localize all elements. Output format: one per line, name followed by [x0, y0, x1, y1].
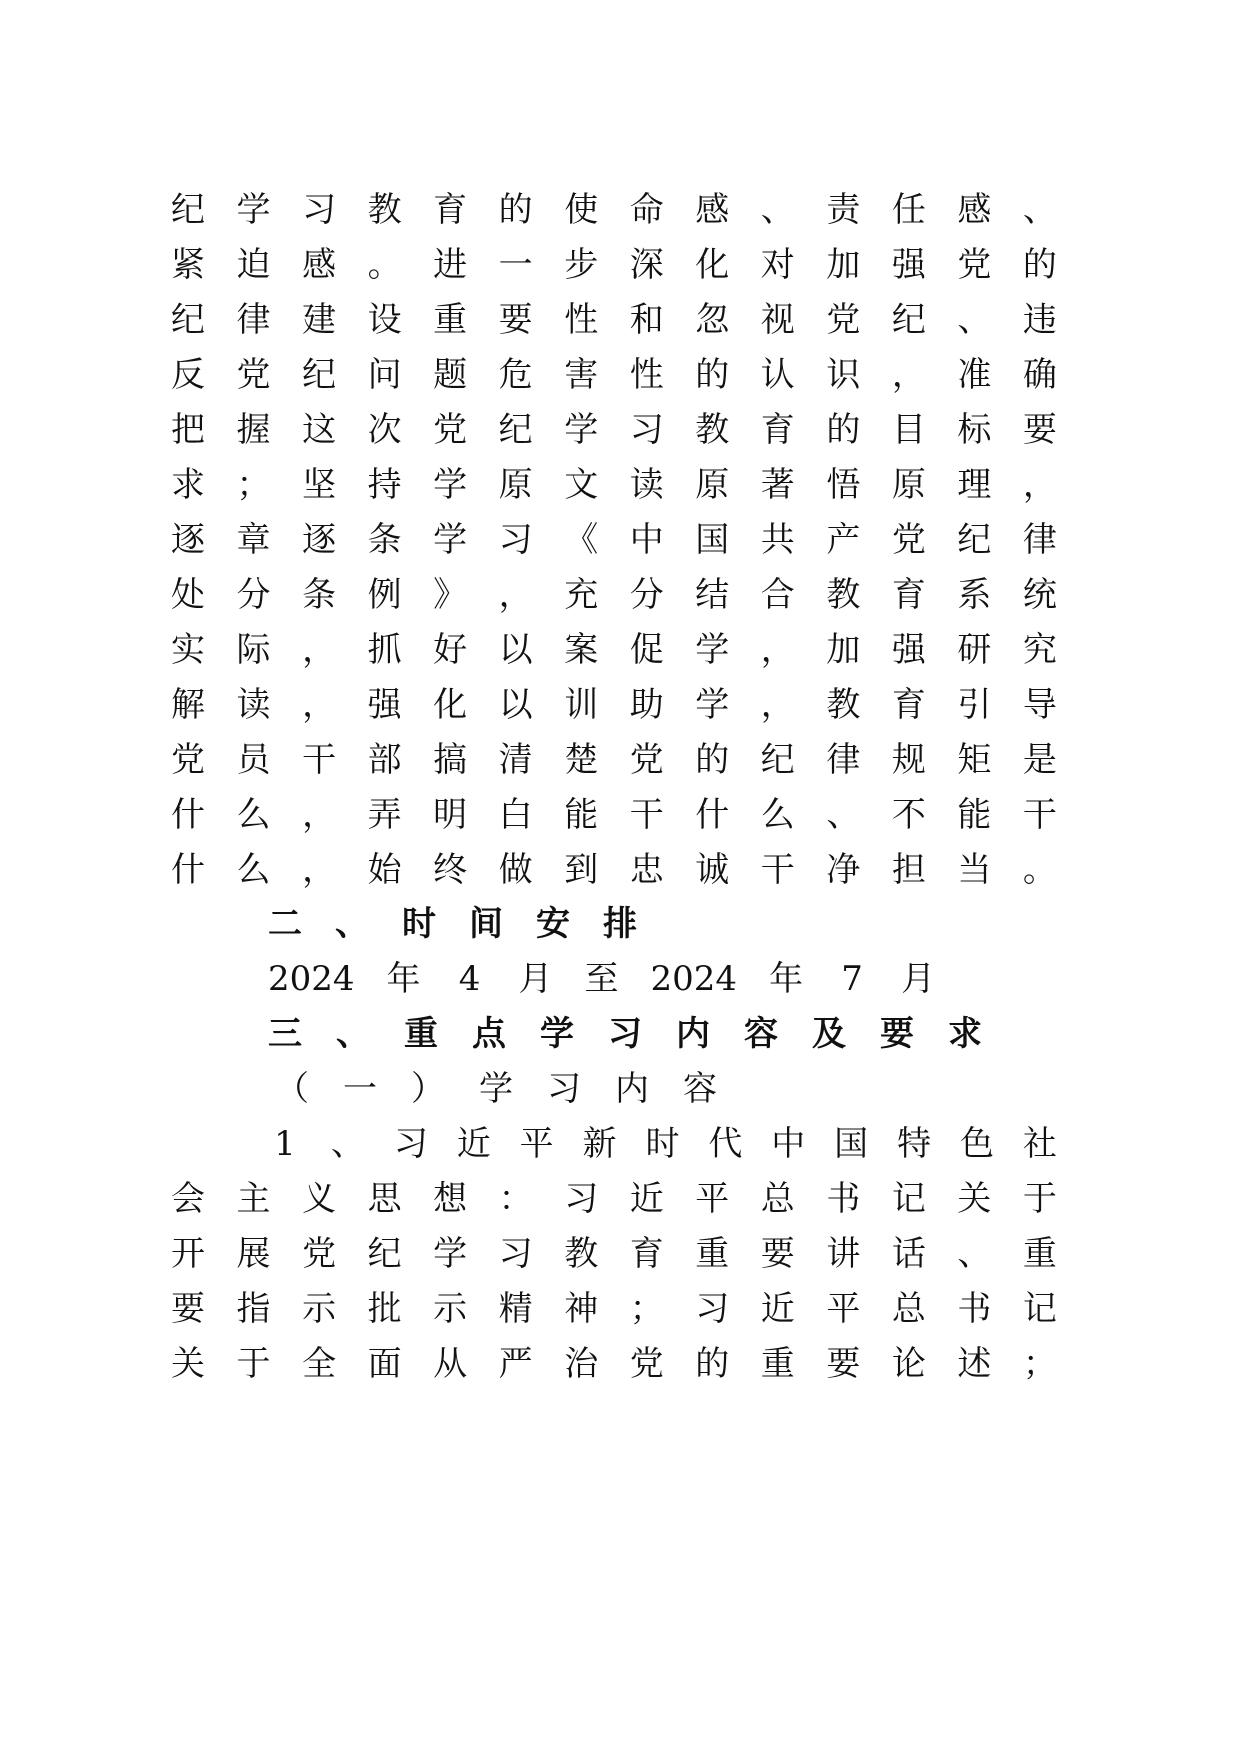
body-line: 什 么 ， 始 终 做 到 忠 诚 干 净 担 当 。 [171, 850, 1057, 890]
body-line: 纪 律 建 设 重 要 性 和 忽 视 党 纪 、 违 [171, 300, 1057, 340]
body-line: 求 ； 坚 持 学 原 文 读 原 著 悟 原 理 ， [171, 465, 1057, 505]
body-line: 要 指 示 批 示 精 神 ； 习 近 平 总 书 记 [171, 1289, 1057, 1329]
section-heading-content: 三 、 重 点 学 习 内 容 及 要 求 [268, 1014, 982, 1054]
body-line: 逐 章 逐 条 学 习 《 中 国 共 产 党 纪 律 [171, 520, 1057, 560]
body-line: 开 展 党 纪 学 习 教 育 重 要 讲 话 、 重 [171, 1234, 1057, 1274]
body-line: 反 党 纪 问 题 危 害 性 的 认 识 ， 准 确 [171, 355, 1057, 395]
schedule-date-range: 2024 年 4 月 至 2024 年 7 月 [268, 959, 936, 999]
body-line: 处 分 条 例 》 ， 充 分 结 合 教 育 系 统 [171, 575, 1057, 615]
body-line: 实 际 ， 抓 好 以 案 促 学 ， 加 强 研 究 [171, 630, 1057, 670]
body-line: 纪 学 习 教 育 的 使 命 感 、 责 任 感 、 [171, 190, 1057, 230]
body-line: 解 读 ， 强 化 以 训 助 学 ， 教 育 引 导 [171, 685, 1057, 725]
body-line: 党 员 干 部 搞 清 楚 党 的 纪 律 规 矩 是 [171, 740, 1057, 780]
body-line: 关 于 全 面 从 严 治 党 的 重 要 论 述 ； [171, 1344, 1057, 1384]
list-item-first-line: 1 、 习 近 平 新 时 代 中 国 特 色 社 [274, 1124, 1057, 1164]
body-line: 紧 迫 感 。 进 一 步 深 化 对 加 强 党 的 [171, 245, 1057, 285]
subsection-heading: （ 一 ） 学 习 内 容 [275, 1069, 717, 1109]
section-heading-schedule: 二 、 时 间 安 排 [268, 904, 637, 944]
body-line: 会 主 义 思 想 ： 习 近 平 总 书 记 关 于 [171, 1179, 1057, 1219]
body-line: 什 么 ， 弄 明 白 能 干 什 么 、 不 能 干 [171, 795, 1057, 835]
body-line: 把 握 这 次 党 纪 学 习 教 育 的 目 标 要 [171, 410, 1057, 450]
